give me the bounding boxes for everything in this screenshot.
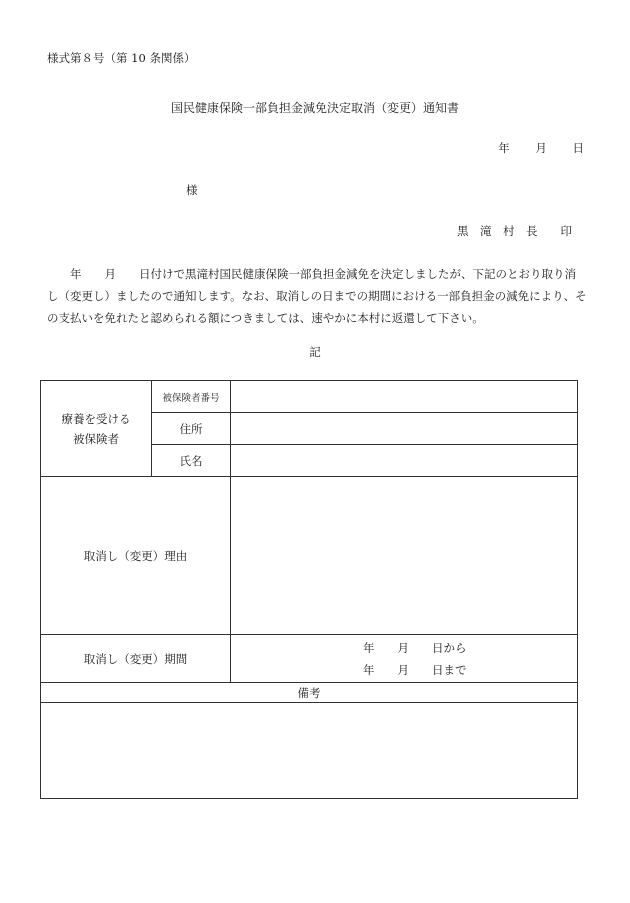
address-label: 住所: [152, 413, 231, 445]
address-field[interactable]: [231, 413, 578, 445]
issue-date-line: [498, 140, 584, 156]
remarks-label: 備考: [41, 683, 578, 703]
period-from: 年 月 日から: [363, 640, 467, 655]
date-day: 日: [572, 141, 584, 155]
ki-heading: 記: [309, 345, 321, 359]
body-paragraph: 年 月 日付けで黒滝村国民健康保険一部負担金減免を決定しましたが、下記のとおり取り消し（変更し）ましたので通知します。なお、取消しの日までの期間における一部負担金の減免により、その支払いを免れたと認められる額につきましては、速やかに本村に返還して下さい。: [47, 267, 587, 325]
date-month: 月: [535, 141, 547, 155]
document-title: 国民健康保険一部負担金減免決定取消（変更）通知書: [170, 101, 459, 115]
form-number: 様式第８号（第 10 条関係）: [47, 51, 196, 65]
remarks-field[interactable]: [41, 703, 578, 799]
name-label: 氏名: [152, 445, 231, 477]
reason-label: 取消し（変更）理由: [41, 477, 231, 635]
insured-number-field[interactable]: [231, 381, 578, 413]
insured-number-label: 被保険者番号: [152, 381, 231, 413]
insured-group-label: 療養を受ける被保険者: [41, 381, 152, 477]
period-to: 年 月 日まで: [363, 662, 467, 677]
sender-name: 黒 滝 村 長 印: [457, 224, 572, 238]
addressee-honorific: 様: [186, 183, 198, 197]
period-label: 取消し（変更）期間: [41, 635, 231, 683]
notice-body: [47, 263, 587, 329]
date-year: 年: [498, 141, 510, 155]
reason-field[interactable]: [231, 477, 578, 635]
name-field[interactable]: [231, 445, 578, 477]
period-field[interactable]: [231, 635, 578, 683]
notice-table: [40, 380, 578, 799]
